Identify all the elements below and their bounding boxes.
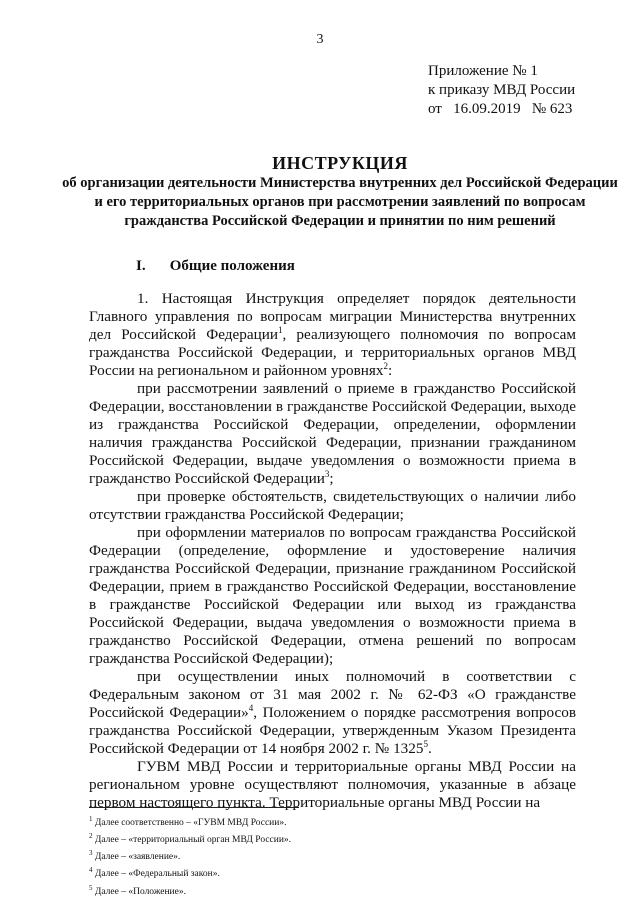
paragraph-text: 1. Настоящая Инструкция определяет порядок деятельности Главного управления по вопросам миграции Министерства внутренних дел Российской Федерации	[89, 290, 576, 343]
appendix-line: Приложение № 1	[428, 63, 538, 79]
footnote-reference[interactable]: 5	[423, 738, 428, 749]
paragraph-text: , реализующего полномочия по вопросам гражданства Российской Федерации, и территориальных органов МВД России на региональном и районном уровнях	[89, 326, 576, 379]
footnote-reference[interactable]: 2	[383, 360, 388, 371]
document-title-block	[60, 152, 620, 231]
paragraph-text: ГУВМ МВД России и территориальные органы МВД России на региональном уровне осуществляют полномочия, указанные в абзаце первом настоящего пункта. Территориальные органы МВД России на	[89, 758, 576, 811]
footnote-number: 2	[89, 832, 93, 841]
appendix-date-line: от 16.09.2019 № 623	[428, 101, 573, 117]
paragraph	[89, 758, 576, 812]
footnote-item	[89, 830, 291, 847]
footnote-reference[interactable]: 1	[277, 324, 283, 335]
footnote-number: 3	[89, 849, 93, 858]
section-heading	[136, 258, 295, 275]
section-title: Общие положения	[169, 258, 295, 274]
appendix-order-line: к приказу МВД России	[428, 82, 576, 98]
footnote-item	[89, 882, 291, 899]
footnotes	[89, 813, 291, 899]
footnote-text: Далее соответственно – «ГУВМ МВД России».	[92, 818, 287, 829]
footnote-text: Далее – «Положение».	[92, 886, 186, 897]
paragraph-text: :	[387, 362, 393, 379]
paragraph	[89, 290, 576, 380]
paragraph	[89, 524, 576, 668]
paragraph	[89, 380, 576, 488]
paragraph	[89, 668, 576, 758]
footnote-item	[89, 847, 291, 864]
footnote-item	[89, 813, 291, 830]
paragraph-text: , Положением о порядке рассмотрения вопросов гражданства Российской Федерации, утвержденным Указом Президента Российской Федерации от 14 ноября 2002 г. № 1325	[89, 704, 576, 757]
paragraph-text: при рассмотрении заявлений о приеме в гражданство Российской Федерации, восстановлении в гражданстве Российской Федерации, выходе из гражданства Российской Федерации, определении, оформлении наличия гражданства Российской Федерации, признании гражданином Российской Федерации, выдаче уведомления о возможности приема в гражданство Российской Федерации	[89, 380, 576, 487]
page-number: 3	[316, 32, 324, 47]
footnote-text: Далее – «заявление».	[92, 852, 181, 863]
footnote-number: 5	[89, 883, 93, 892]
paragraph-text: при проверке обстоятельств, свидетельствующих о наличии либо отсутствии гражданства Российской Федерации;	[89, 488, 576, 523]
paragraph	[89, 488, 576, 524]
footnotes-divider	[89, 807, 299, 808]
footnote-text: Далее – «территориальный орган МВД России».	[92, 835, 292, 846]
footnote-text: Далее – «Федеральный закон».	[92, 869, 220, 880]
section-number: I.	[136, 258, 146, 274]
footnote-reference[interactable]: 3	[324, 468, 330, 479]
footnote-number: 4	[89, 866, 93, 875]
footnote-item	[89, 864, 291, 881]
paragraph-text: при осуществлении иных полномочий в соответствии с Федеральным законом от 31 мая 2002 г. № 62-ФЗ «О гражданстве Российской Федерации»	[89, 668, 576, 721]
document-subtitle: об организации деятельности Министерства внутренних дел Российской Федерации и его территориальных органов при рассмотрении заявлений по вопросам гражданства Российской Федерации и принятии по ним решений	[62, 175, 618, 229]
appendix-header	[428, 62, 575, 119]
footnote-number: 1	[89, 815, 93, 823]
footnote-reference[interactable]: 4	[248, 702, 254, 713]
document-title: ИНСТРУКЦИЯ	[272, 153, 408, 173]
paragraph-text: при оформлении материалов по вопросам гражданства Российской Федерации (определение, оформление и удостоверение наличия гражданства Российской Федерации, признание гражданином Российской Федерации, прием в гражданство Российской Федерации, восстановление в гражданстве Российской Федерации или выход из гражданства Российской Федерации, выдача уведомления о возможности приема в гражданство Российской Федерации, отмена решений по вопросам гражданства Российской Федерации);	[89, 524, 576, 667]
paragraph-text: .	[427, 740, 432, 757]
paragraph-text: ;	[329, 470, 334, 487]
body-text	[89, 290, 576, 812]
